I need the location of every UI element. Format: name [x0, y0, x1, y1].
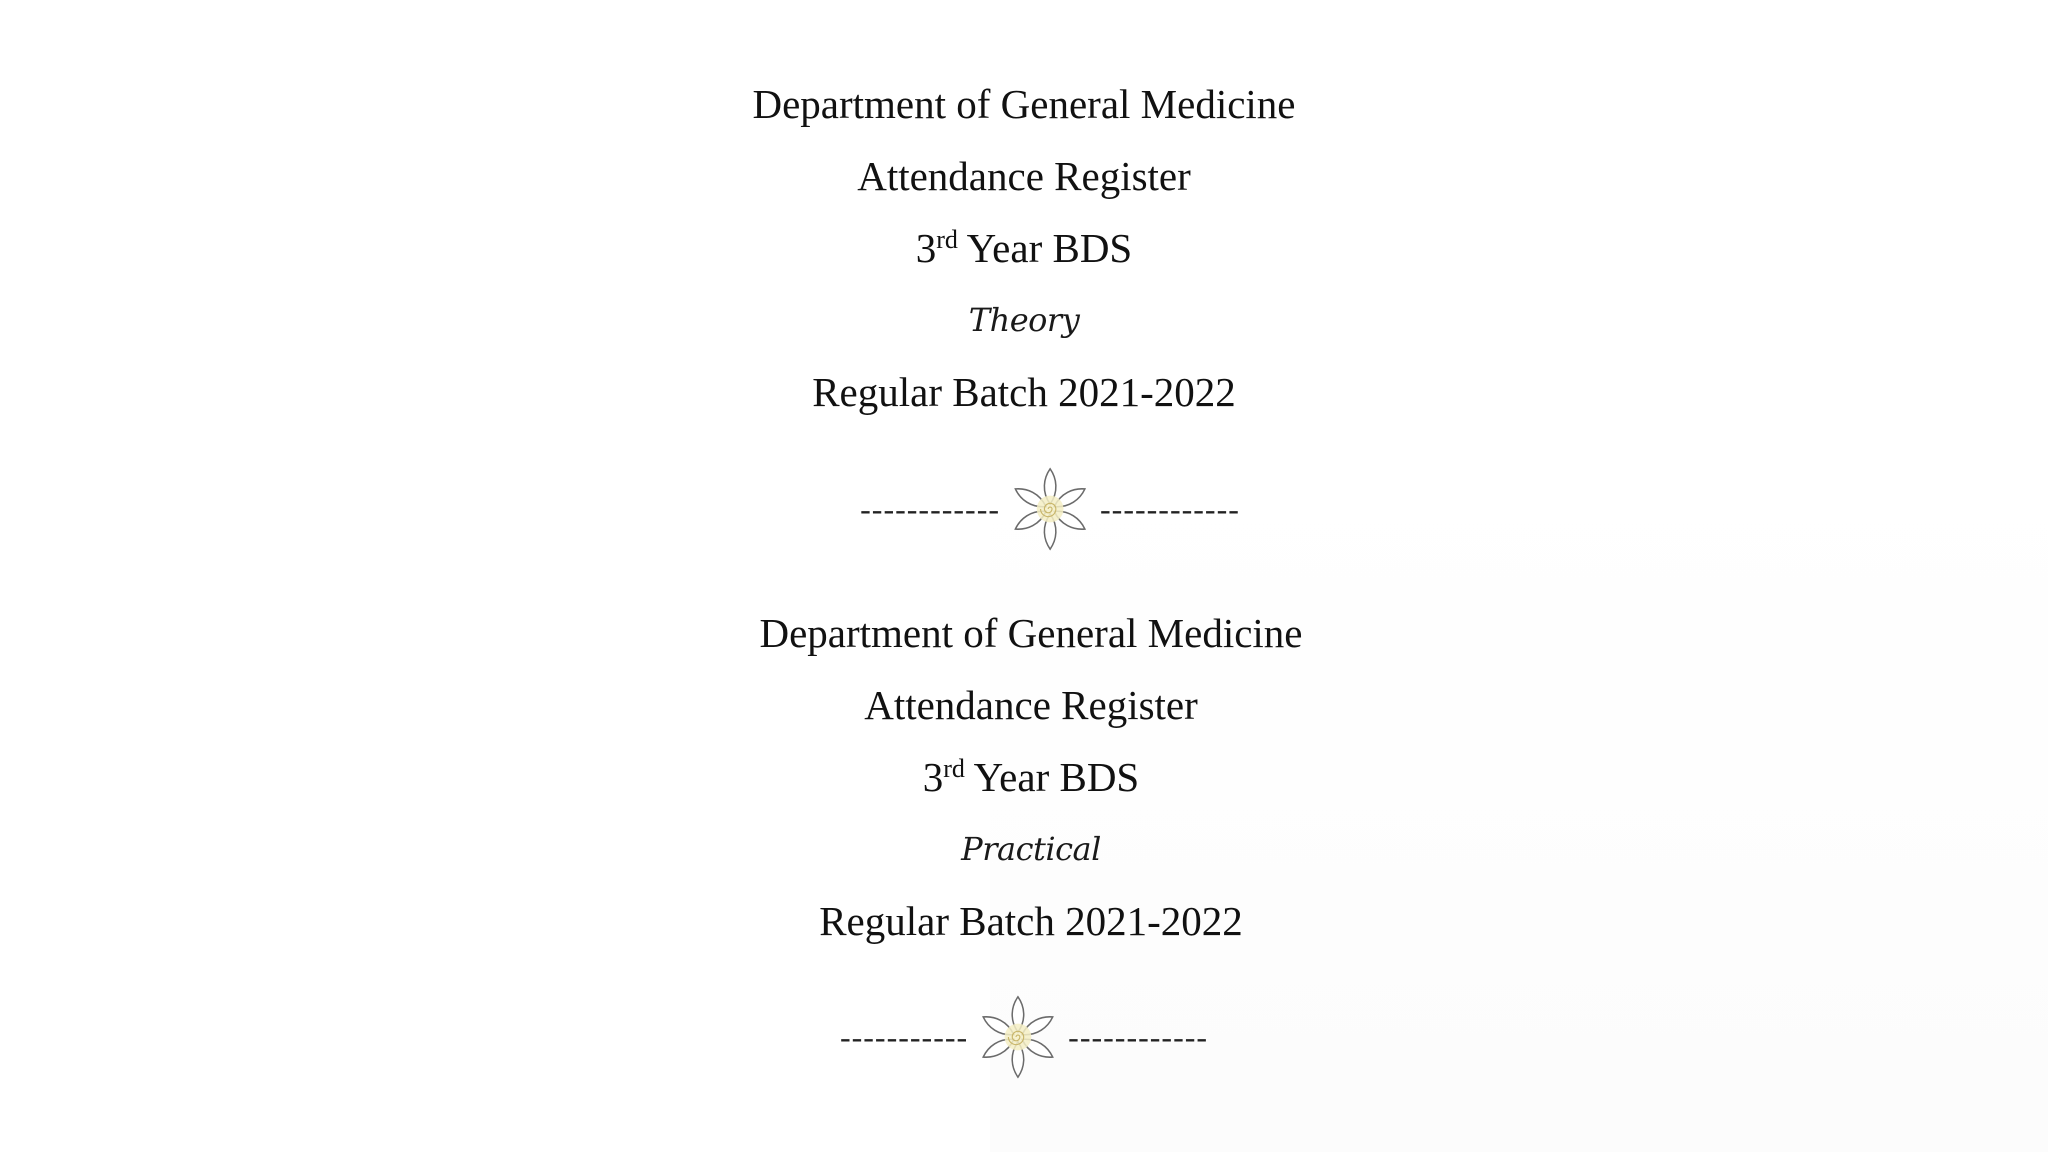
year-number: 3 — [922, 754, 944, 800]
divider-dashes-right: ------------ — [1100, 490, 1240, 527]
year-number: 3 — [915, 225, 937, 271]
flower-icon — [1002, 466, 1098, 552]
register-title: Attendance Register — [857, 153, 1191, 199]
year-suffix: rd — [943, 754, 965, 783]
divider-dashes-right: ------------ — [1068, 1018, 1209, 1055]
year-rest: Year BDS — [957, 225, 1133, 271]
ornament-divider — [860, 466, 1240, 552]
register-title: Attendance Register — [864, 682, 1198, 728]
year-rest: Year BDS — [964, 754, 1140, 800]
year-title — [915, 225, 1133, 271]
ornament-divider — [840, 994, 1208, 1080]
year-suffix: rd — [936, 225, 958, 254]
divider-dashes-left: ----------- — [839, 1018, 969, 1055]
batch-title: Regular Batch 2021-2022 — [819, 898, 1243, 944]
department-title: Department of General Medicine — [752, 81, 1296, 127]
divider-dashes-left: ------------ — [860, 490, 1000, 527]
department-title: Department of General Medicine — [759, 610, 1303, 656]
session-type: Practical — [961, 830, 1101, 868]
session-type: Theory — [968, 301, 1080, 339]
year-title — [922, 754, 1140, 800]
batch-title: Regular Batch 2021-2022 — [812, 369, 1236, 415]
flower-icon — [970, 994, 1066, 1080]
